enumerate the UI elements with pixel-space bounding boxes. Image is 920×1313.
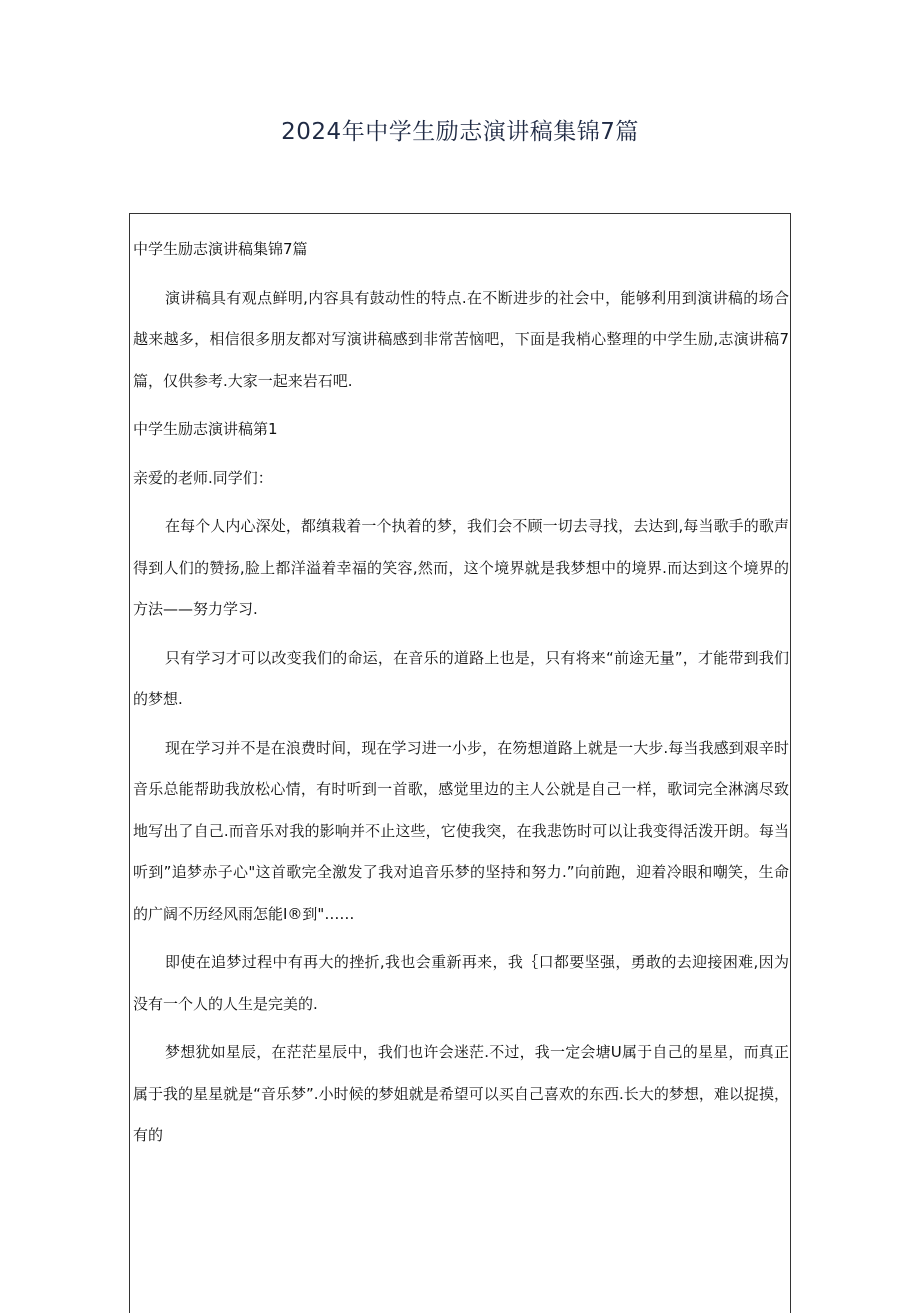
body-paragraph: 梦想犹如星辰，在茫茫星辰中，我们也许会迷茫.不过，我一定会塘U属于自己的星星，而真正属于我的星星就是“音乐梦”.小时候的梦姐就是希望可以买自己喜欢的东西.长大的梦想，难以捉摸，有的	[133, 1043, 789, 1144]
body-paragraph: 即使在追梦过程中有再大的挫折,我也会重新再来，我｛口都要坚强，勇敢的去迎接困难,因为没有一个人的人生是完美的.	[133, 953, 789, 1013]
salutation: 亲爱的老师.同学们：	[133, 468, 273, 487]
document-body	[133, 229, 789, 1164]
intro-paragraph: 演讲稿具有观点鲜明,内容具有鼓动性的特点.在不断进步的社会中，能够利用到演讲稿的场合越来越多，相信很多朋友都对写演讲稿感到非常苦恼吧，下面是我梢心整理的中学生励,志演讲稿7篇，仅供参考.大家一起来岩石吧.	[133, 288, 789, 390]
subtitle: 中学生励志演讲稿集锦7篇	[133, 240, 308, 258]
document-title: 2024年中学生励志演讲稿集锦7篇	[281, 119, 639, 145]
body-paragraph: 在每个人内心深处，都缜栽着一个执着的梦，我们会不顾一切去寻找，去达到,每当歌手的歌声得到人们的赞扬,脸上都洋溢着幸福的笑容,然而，这个境界就是我梦想中的境界.而达到这个境界的方法——努力学习.	[133, 517, 789, 618]
body-paragraph: 现在学习并不是在浪费时间，现在学习进一小步，在笏想道路上就是一大步.每当我感到艰辛时音乐总能帮助我放松心情，有时听到一首歌，感觉里边的主人公就是自己一样，歌词完全淋漓尽致地写出了自己.而音乐对我的影响并不止这些，它使我突，在我悲饬时可以让我变得活泼开朗。每当听到”追梦赤子心"这首歌完全激发了我对追音乐梦的坚持和努力.”向前跑，迎着冷眼和嘲笑，生命的广阔不历经风雨怎能I®到"……	[133, 738, 789, 923]
section-heading: 中学生励志演讲稿第1	[133, 420, 278, 438]
body-paragraph: 只有学习才可以改变我们的命运，在音乐的道路上也是，只有将来“前途无量”，才能带到我们的梦想.	[133, 648, 789, 708]
